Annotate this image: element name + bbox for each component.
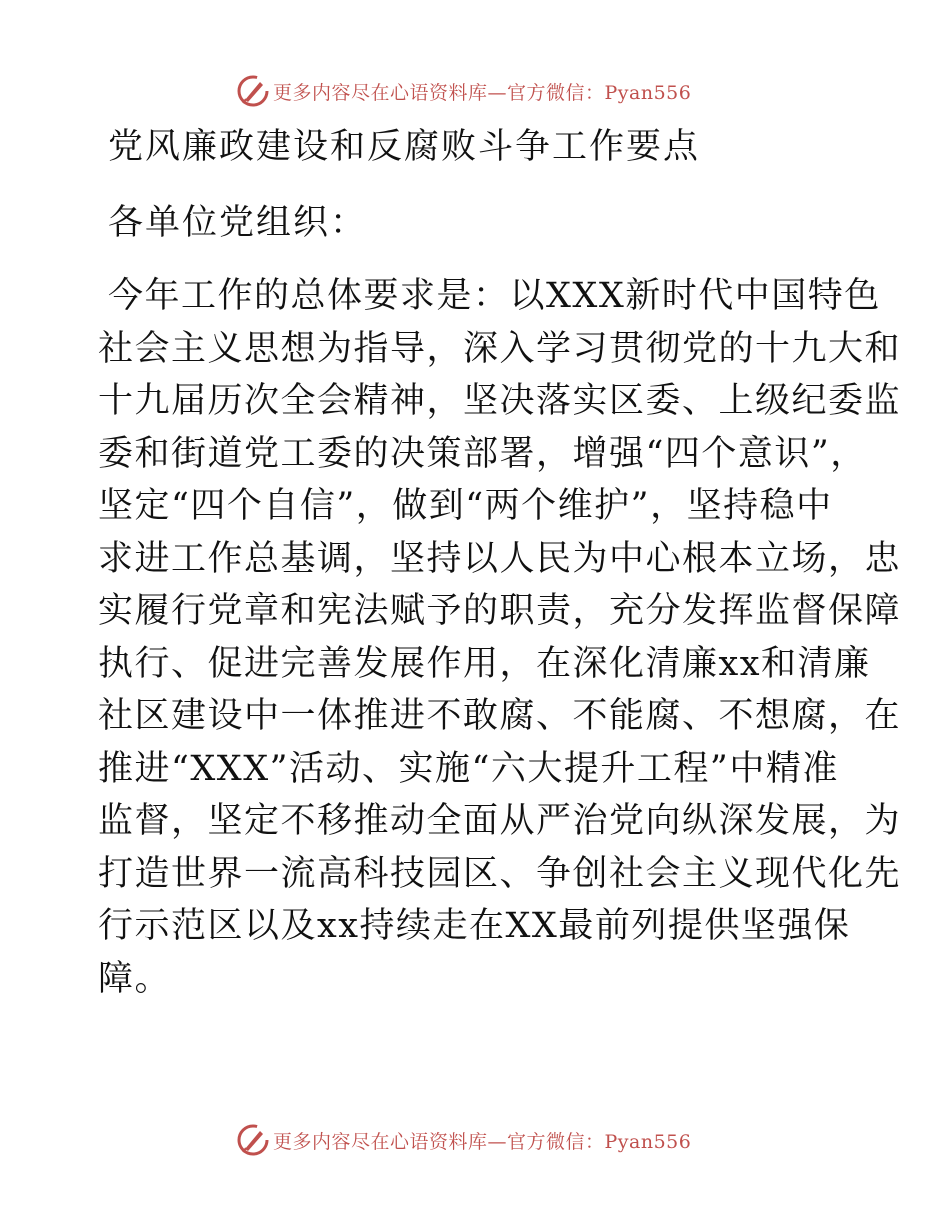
- watermark-text: 更多内容尽在心语资料库—官方微信：Pyan556: [273, 81, 692, 104]
- document-title: 党风廉政建设和反腐败斗争工作要点: [108, 127, 701, 167]
- quill-seal-icon: [236, 1123, 270, 1157]
- body-paragraph: [98, 270, 902, 1005]
- watermark-text: 更多内容尽在心语资料库—官方微信：Pyan556: [273, 1130, 692, 1153]
- body-line: 行示范区以及xx持续走在XX最前列提供坚强保: [98, 906, 851, 946]
- body-line: 十九届历次全会精神，坚决落实区委、上级纪委监: [98, 381, 902, 421]
- body-line: 今年工作的总体要求是：以XXX新时代中国特色: [108, 276, 881, 316]
- body-line: 实履行党章和宪法赋予的职责，充分发挥监督保障: [98, 591, 902, 631]
- body-line: 监督，坚定不移推动全面从严治党向纵深发展，为: [98, 801, 902, 841]
- body-line: 求进工作总基调，坚持以人民为中心根本立场，忠: [98, 538, 902, 579]
- salutation: 各单位党组织：: [108, 203, 368, 243]
- header-watermark: [236, 73, 691, 109]
- body-line: 社会主义思想为指导，深入学习贯彻党的十九大和: [98, 328, 902, 369]
- body-line: 打造世界一流高科技园区、争创社会主义现代化先: [98, 853, 902, 894]
- body-line: 坚定“四个自信”，做到“两个维护”，坚持稳中: [98, 486, 833, 526]
- body-line: 推进“XXX”活动、实施“六大提升工程”中精准: [98, 748, 839, 789]
- body-line: 执行、促进完善发展作用，在深化清廉xx和清廉: [98, 643, 871, 684]
- body-line: 障。: [98, 958, 172, 999]
- body-line: 委和街道党工委的决策部署，增强“四个意识”，: [98, 433, 867, 474]
- footer-watermark: [236, 1122, 691, 1158]
- quill-seal-icon: [236, 74, 270, 108]
- body-line: 社区建设中一体推进不敢腐、不能腐、不想腐，在: [98, 696, 902, 736]
